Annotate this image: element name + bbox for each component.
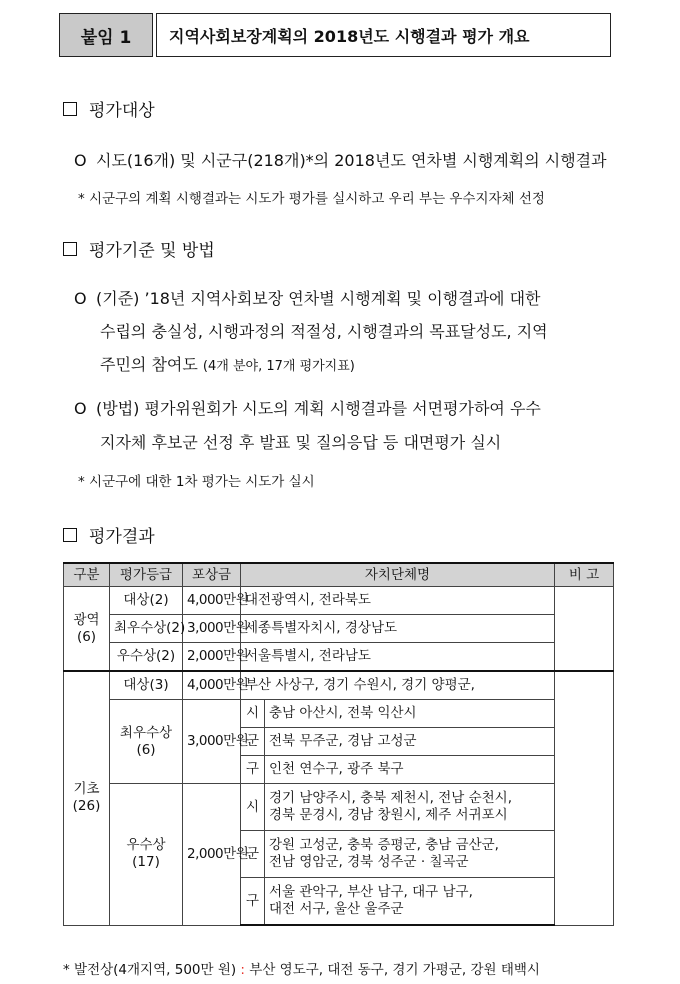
type-cell: 구 [241, 878, 265, 926]
amount-cell: 4,000만원 [183, 671, 241, 700]
results-table [63, 562, 614, 926]
checkbox-square-icon [63, 242, 77, 256]
criteria-bullet-2-line-1: (방법) 평가위원회가 시도의 계획 시행결과를 서면평가하여 우수 [96, 399, 541, 418]
header-category: 구분 [64, 563, 110, 587]
circle-bullet-icon: O [74, 289, 87, 308]
table-row [64, 671, 614, 700]
table-row [64, 643, 614, 672]
names-cell [265, 878, 555, 926]
criteria-bullet-2 [74, 396, 541, 419]
names-cell: 서울특별시, 전라남도 [241, 643, 555, 672]
header-local-government: 자치단체명 [241, 563, 555, 587]
header-grade: 평가등급 [110, 563, 183, 587]
names-line: 대전 서구, 울산 울주군 [269, 901, 404, 917]
names-cell: 세종특별자치시, 경상남도 [241, 615, 555, 643]
excellent-grade-label: 우수상 [126, 837, 166, 854]
table-row [64, 587, 614, 615]
names-line: 경북 문경시, 경남 창원시, 제주 서귀포시 [269, 807, 508, 823]
amount-cell: 4,000만원 [183, 587, 241, 615]
amount-cell: 3,000만원 [183, 615, 241, 643]
wide-area-label: 광역 [73, 611, 100, 628]
remarks-cell [555, 671, 614, 925]
names-cell: 전북 무주군, 경남 고성군 [265, 728, 555, 756]
appendix-badge [59, 13, 153, 57]
table-header-row [64, 563, 614, 587]
criteria-bullet-1-line-3-text: 주민의 참여도 [100, 355, 198, 374]
grade-cell: 최우수상(2) [110, 615, 183, 643]
remarks-cell [555, 587, 614, 672]
grade-cell: 우수상(2) [110, 643, 183, 672]
names-cell: 인천 연수구, 광주 북구 [265, 756, 555, 784]
excellent-grade-count: (17) [132, 854, 160, 871]
table-row [64, 784, 614, 831]
header-prize: 포상금 [183, 563, 241, 587]
basic-area-cell [64, 671, 110, 925]
criteria-bullet-2-line-2: 지자체 후보군 선정 후 발표 및 질의응답 등 대면평가 실시 [100, 433, 502, 452]
type-cell: 구 [241, 756, 265, 784]
criteria-bullet-1-line-3-small: (4개 분야, 17개 평가지표) [202, 359, 355, 374]
award-note [63, 958, 540, 978]
amount-cell: 2,000만원 [183, 643, 241, 672]
type-cell: 군 [241, 831, 265, 878]
section-target-heading [63, 96, 155, 121]
criteria-bullet-1-line-2: 수립의 충실성, 시행과정의 적절성, 시행결과의 목표달성도, 지역 [100, 322, 548, 341]
type-cell: 군 [241, 728, 265, 756]
names-cell: 대전광역시, 전라북도 [241, 587, 555, 615]
checkbox-square-icon [63, 528, 77, 542]
table-row [64, 700, 614, 728]
names-line: 서울 관악구, 부산 남구, 대구 남구, [269, 884, 473, 900]
criteria-bullet-1 [74, 286, 540, 309]
grade-cell: 대상(3) [110, 671, 183, 700]
names-cell: 충남 아산시, 전북 익산시 [265, 700, 555, 728]
section-target-title: 평가대상 [89, 101, 155, 121]
target-bullet [74, 148, 607, 171]
top-grade-label: 최우수상 [119, 724, 173, 741]
names-line: 강원 고성군, 충북 증평군, 충남 금산군, [269, 837, 499, 853]
header-remarks: 비 고 [555, 563, 614, 587]
wide-area-count: (6) [76, 628, 97, 645]
grade-cell [110, 784, 183, 926]
names-cell [265, 784, 555, 831]
award-note-prefix: * 발전상(4개지역, 500만 원) [63, 962, 237, 978]
circle-bullet-icon: O [74, 399, 87, 418]
grade-cell: 대상(2) [110, 587, 183, 615]
basic-area-label: 기초 [73, 781, 100, 798]
basic-area-count: (26) [72, 798, 101, 815]
amount-cell: 2,000만원 [183, 784, 241, 926]
type-cell: 시 [241, 784, 265, 831]
table-row [64, 615, 614, 643]
section-result-heading [63, 522, 155, 547]
circle-bullet-icon: O [74, 151, 87, 170]
names-cell: 부산 사상구, 경기 수원시, 경기 양평군, [241, 671, 555, 700]
grade-cell [110, 700, 183, 784]
criteria-bullet-1-line-3 [100, 352, 355, 375]
section-criteria-title: 평가기준 및 방법 [89, 241, 215, 261]
award-note-separator: : [236, 962, 250, 978]
award-note-text: 부산 영도구, 대전 동구, 경기 가평군, 강원 태백시 [249, 962, 540, 978]
criteria-bullet-1-line-1: (기준) ’18년 지역사회보장 연차별 시행계획 및 이행결과에 대한 [96, 289, 541, 308]
target-note: * 시군구의 계획 시행결과는 시도가 평가를 실시하고 우리 부는 우수지자체 선정 [78, 191, 545, 207]
section-criteria-heading [63, 236, 215, 261]
amount-cell: 3,000만원 [183, 700, 241, 784]
document-title [156, 13, 611, 57]
document-title-text: 지역사회보장계획의 2018년도 시행결과 평가 개요 [169, 26, 530, 46]
top-grade-count: (6) [136, 741, 156, 758]
appendix-badge-label: 붙임 1 [80, 27, 132, 48]
names-line: 경기 남양주시, 충북 제천시, 전남 순천시, [269, 790, 512, 806]
checkbox-square-icon [63, 102, 77, 116]
names-cell [265, 831, 555, 878]
target-bullet-text: 시도(16개) 및 시군구(218개)*의 2018년도 연차별 시행계획의 시행결과 [96, 151, 607, 170]
names-line: 전남 영암군, 경북 성주군 · 칠곡군 [269, 854, 469, 870]
type-cell: 시 [241, 700, 265, 728]
section-result-title: 평가결과 [89, 527, 155, 547]
wide-area-cell [64, 587, 110, 672]
criteria-note: * 시군구에 대한 1차 평가는 시도가 실시 [78, 474, 315, 490]
